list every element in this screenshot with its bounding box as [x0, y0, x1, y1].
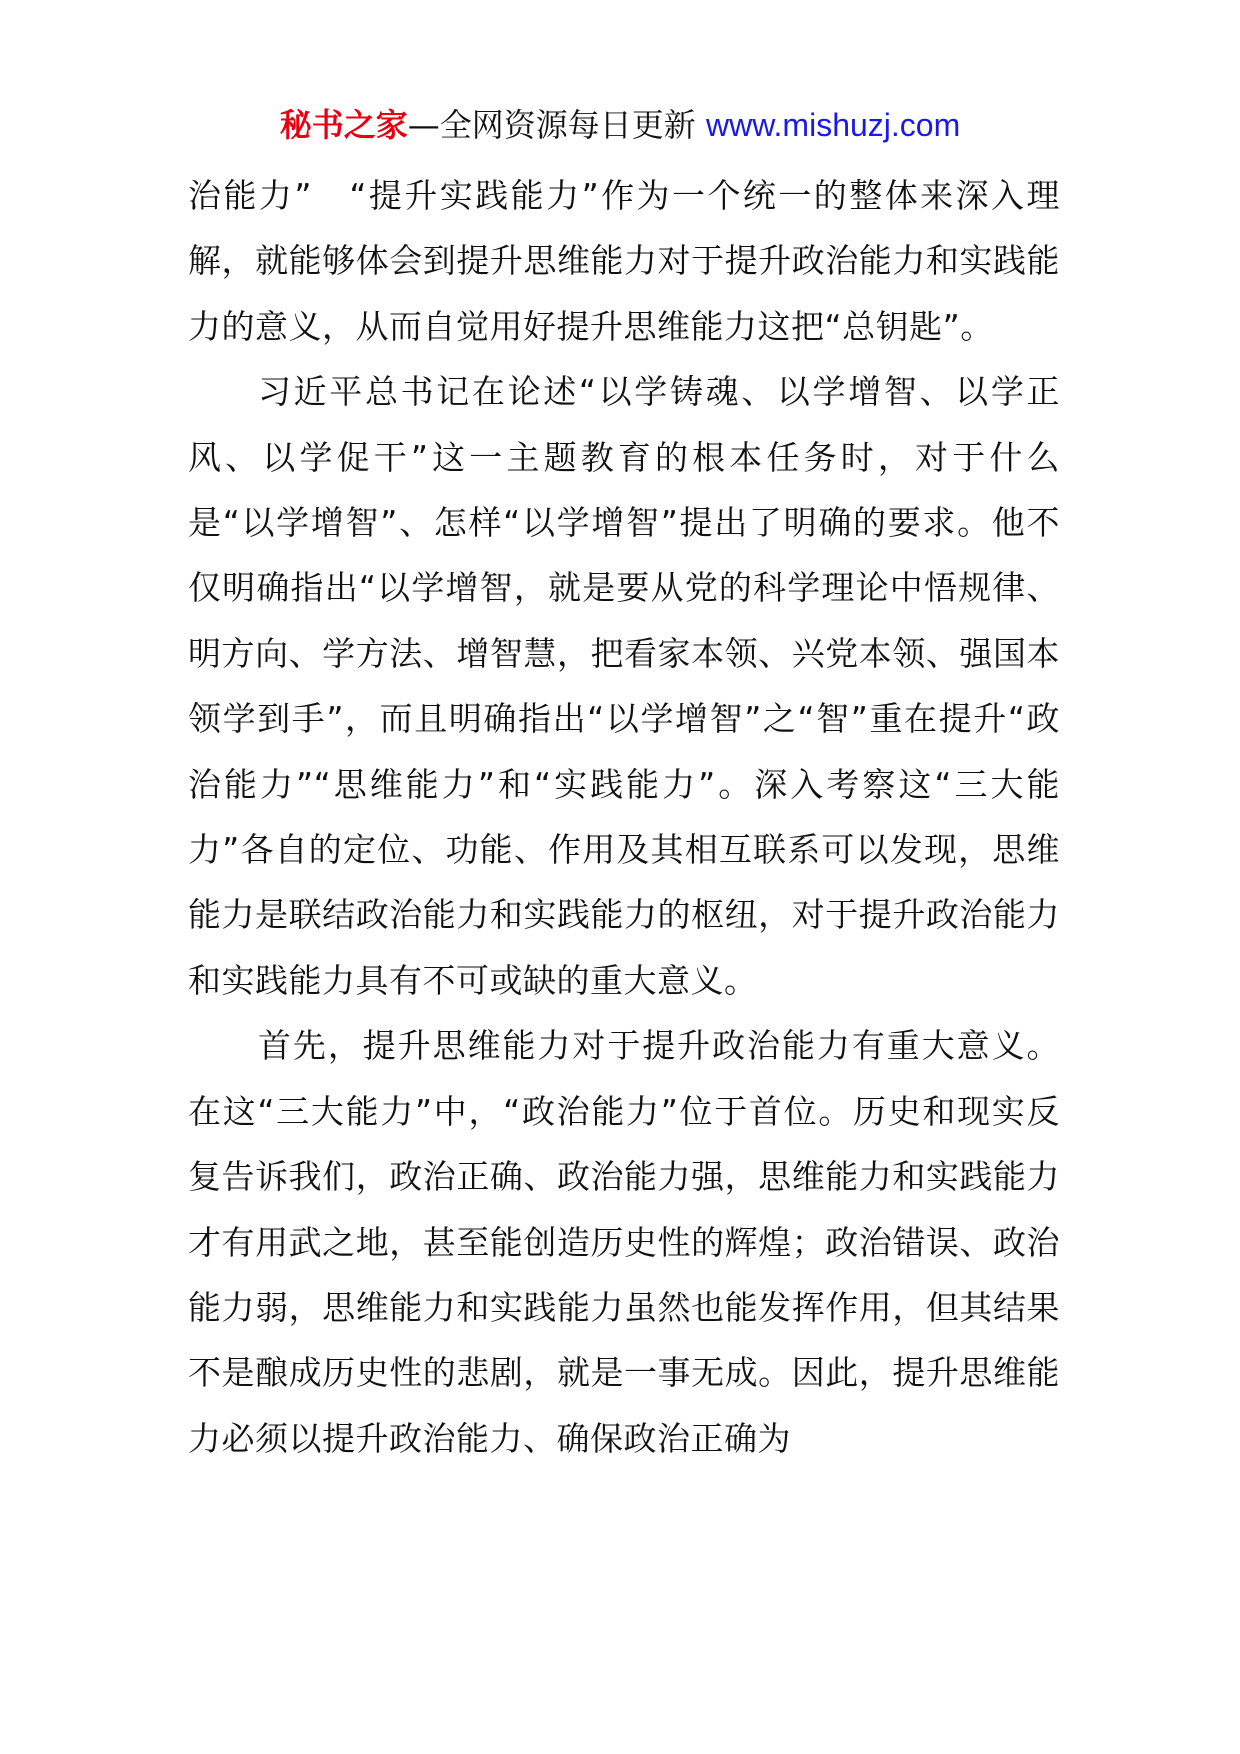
- paragraph: 首先，提升思维能力对于提升政治能力有重大意义。在这“三大能力”中，“政治能力”位于首位。历史和现实反复告诉我们，政治正确、政治能力强，思维能力和实践能力才有用武之地，甚至能创造历史性的辉煌；政治错误、政治能力弱，思维能力和实践能力虽然也能发挥作用，但其结果不是酿成历史性的悲剧，就是一事无成。因此，提升思维能力必须以提升政治能力、确保政治正确为: [188, 1026, 1060, 1458]
- brand-name: 秘书之家: [279, 106, 408, 144]
- header-tagline: —全网资源每日更新: [407, 106, 706, 144]
- paragraph: 习近平总书记在论述“以学铸魂、以学增智、以学正风、以学促干”这一主题教育的根本任务时，对于什么是“以学增智”、怎样“以学增智”提出了明确的要求。他不仅明确指出“以学增智，就是要从党的科学理论中悟规律、明方向、学方法、增智慧，把看家本领、兴党本领、强国本领学到手”，而且明确指出“以学增智”之“智”重在提升“政治能力”“思维能力”和“实践能力”。深入考察这“三大能力”各自的定位、功能、作用及其相互联系可以发现，思维能力是联结政治能力和实践能力的枢纽，对于提升政治能力和实践能力具有不可或缺的重大意义。: [188, 372, 1060, 1000]
- document-body: [188, 163, 1060, 1471]
- site-url: www.mishuzj.com: [705, 107, 961, 143]
- site-header: [0, 100, 1240, 150]
- paragraph: 治能力” “提升实践能力”作为一个统一的整体来深入理解，就能够体会到提升思维能力对于提升政治能力和实践能力的意义，从而自觉用好提升思维能力这把“总钥匙”。: [188, 176, 1060, 346]
